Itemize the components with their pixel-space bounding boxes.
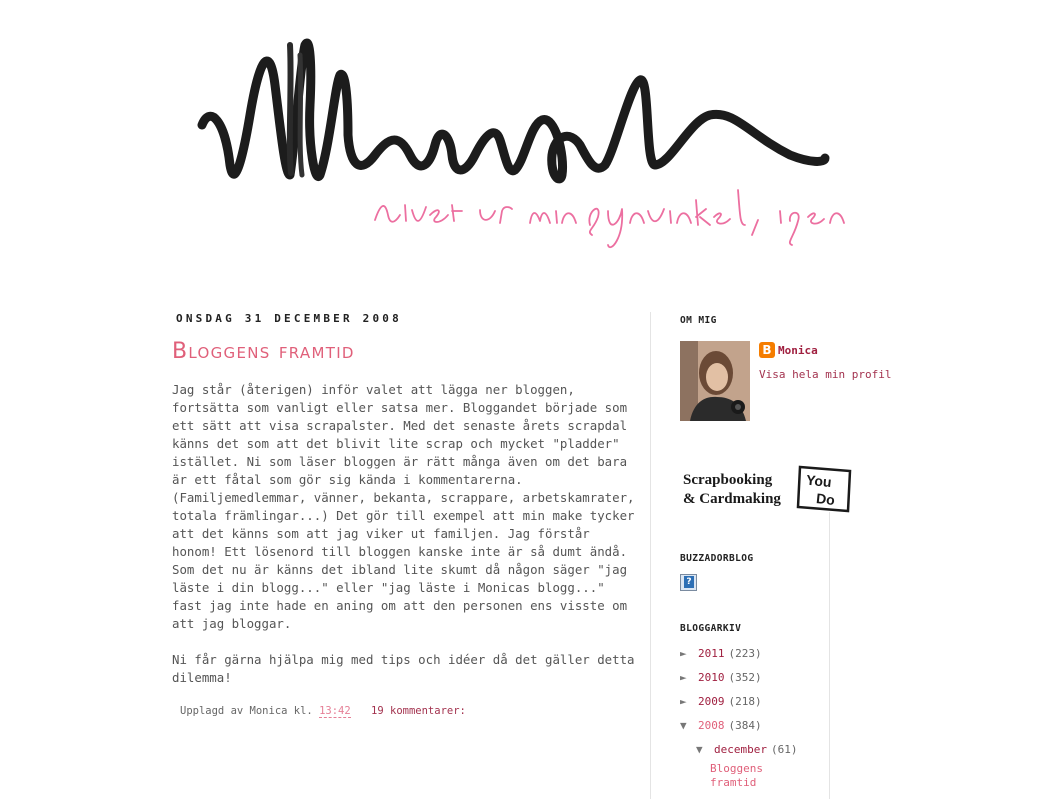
archive-year-link[interactable]: 2011 — [698, 647, 725, 660]
badge-line2: & Cardmaking — [683, 491, 781, 507]
avatar[interactable] — [680, 341, 750, 421]
post-body — [172, 381, 637, 687]
posted-by: Upplagd av Monica kl. — [180, 705, 313, 717]
logo-image — [190, 25, 860, 265]
archive-count: (223) — [728, 647, 762, 660]
post-title — [172, 339, 637, 364]
archive-post — [680, 762, 910, 790]
archive-year-link[interactable]: 2008 — [698, 719, 725, 732]
triangle-down-icon[interactable]: ▼ — [696, 743, 703, 756]
buzz-widget — [680, 553, 910, 591]
archive-month — [680, 742, 910, 762]
archive-year-link[interactable]: 2009 — [698, 695, 725, 708]
badge-line1: Scrapbooking — [683, 472, 773, 488]
triangle-down-icon[interactable]: ▼ — [680, 719, 687, 732]
profile-name-link[interactable]: Monica — [778, 343, 818, 357]
triangle-right-icon[interactable]: ► — [680, 671, 687, 684]
post-title-link[interactable]: Bloggens framtid — [172, 339, 355, 364]
badge-do: Do — [815, 490, 836, 508]
profile-name — [759, 342, 818, 358]
archive-year — [680, 718, 910, 742]
archive-title: BLOGGARKIV — [680, 623, 742, 634]
blogger-icon: B — [759, 342, 775, 358]
archive-count: (384) — [728, 719, 762, 732]
scrapbooking-badge[interactable] — [680, 463, 855, 513]
archive-month-link[interactable]: december — [714, 743, 767, 756]
archive-list — [680, 646, 910, 790]
date-header: ONSDAG 31 DECEMBER 2008 — [176, 312, 402, 325]
broken-image-icon[interactable] — [680, 574, 697, 591]
archive-post-link[interactable]: Bloggens framtid — [710, 762, 763, 789]
main-column — [172, 312, 637, 717]
view-profile-link[interactable]: Visa hela min profil — [759, 368, 892, 381]
about-title: OM MIG — [680, 315, 717, 326]
archive-count: (352) — [728, 671, 762, 684]
archive-year-link[interactable]: 2010 — [698, 671, 725, 684]
triangle-right-icon[interactable]: ► — [680, 695, 687, 708]
post-timestamp-link[interactable]: 13:42 — [319, 705, 351, 717]
badge-you: You — [805, 471, 833, 491]
archive-year — [680, 646, 910, 670]
archive-widget — [680, 623, 910, 790]
sidebar — [680, 315, 910, 790]
header-banner[interactable] — [190, 25, 860, 265]
profile-widget — [680, 341, 910, 421]
buzz-title: BUZZADORBLOG — [680, 553, 754, 564]
post-paragraph: Ni får gärna hjälpa mig med tips och idéer då det gäller detta dilemma! — [172, 652, 635, 685]
archive-count: (218) — [728, 695, 762, 708]
post-footer — [180, 705, 637, 717]
archive-year — [680, 694, 910, 718]
comments-link[interactable]: 19 kommentarer: — [371, 705, 466, 717]
post-paragraph: Jag står (återigen) inför valet att lägga ner bloggen, fortsätta som vanligt eller satsa mer. Bloggandet började som ett sätt att visa scrapalster. Med det senaste årets scrapdal känns det som att det blivit lite scrap och mycket "pladder" istället. Ni som läser bloggen är rätt många även om det bara är ett fåtal som gör sig kända i kommentarerna. (Familjemedlemmar, vänner, bekanta, scrappare, arbetskamrater, totala främlingar...) Det gör till exempel att min make tycker att det känns som att jag viker ut familjen. Jag förstår honom! Ett lösenord till bloggen kanske inte är så dumt ändå. Som det nu är känns det ibland lite skumt då någon säger "jag läste i din blogg..." eller "jag läste i Monicas blogg..." fast jag inte hade en aning om att den personen ens visste om att jag bloggar. — [172, 382, 635, 631]
triangle-right-icon[interactable]: ► — [680, 647, 687, 660]
column-divider — [650, 312, 651, 799]
broken-image-glyph: ? — [684, 576, 694, 588]
archive-count: (61) — [770, 743, 798, 756]
archive-year — [680, 670, 910, 694]
